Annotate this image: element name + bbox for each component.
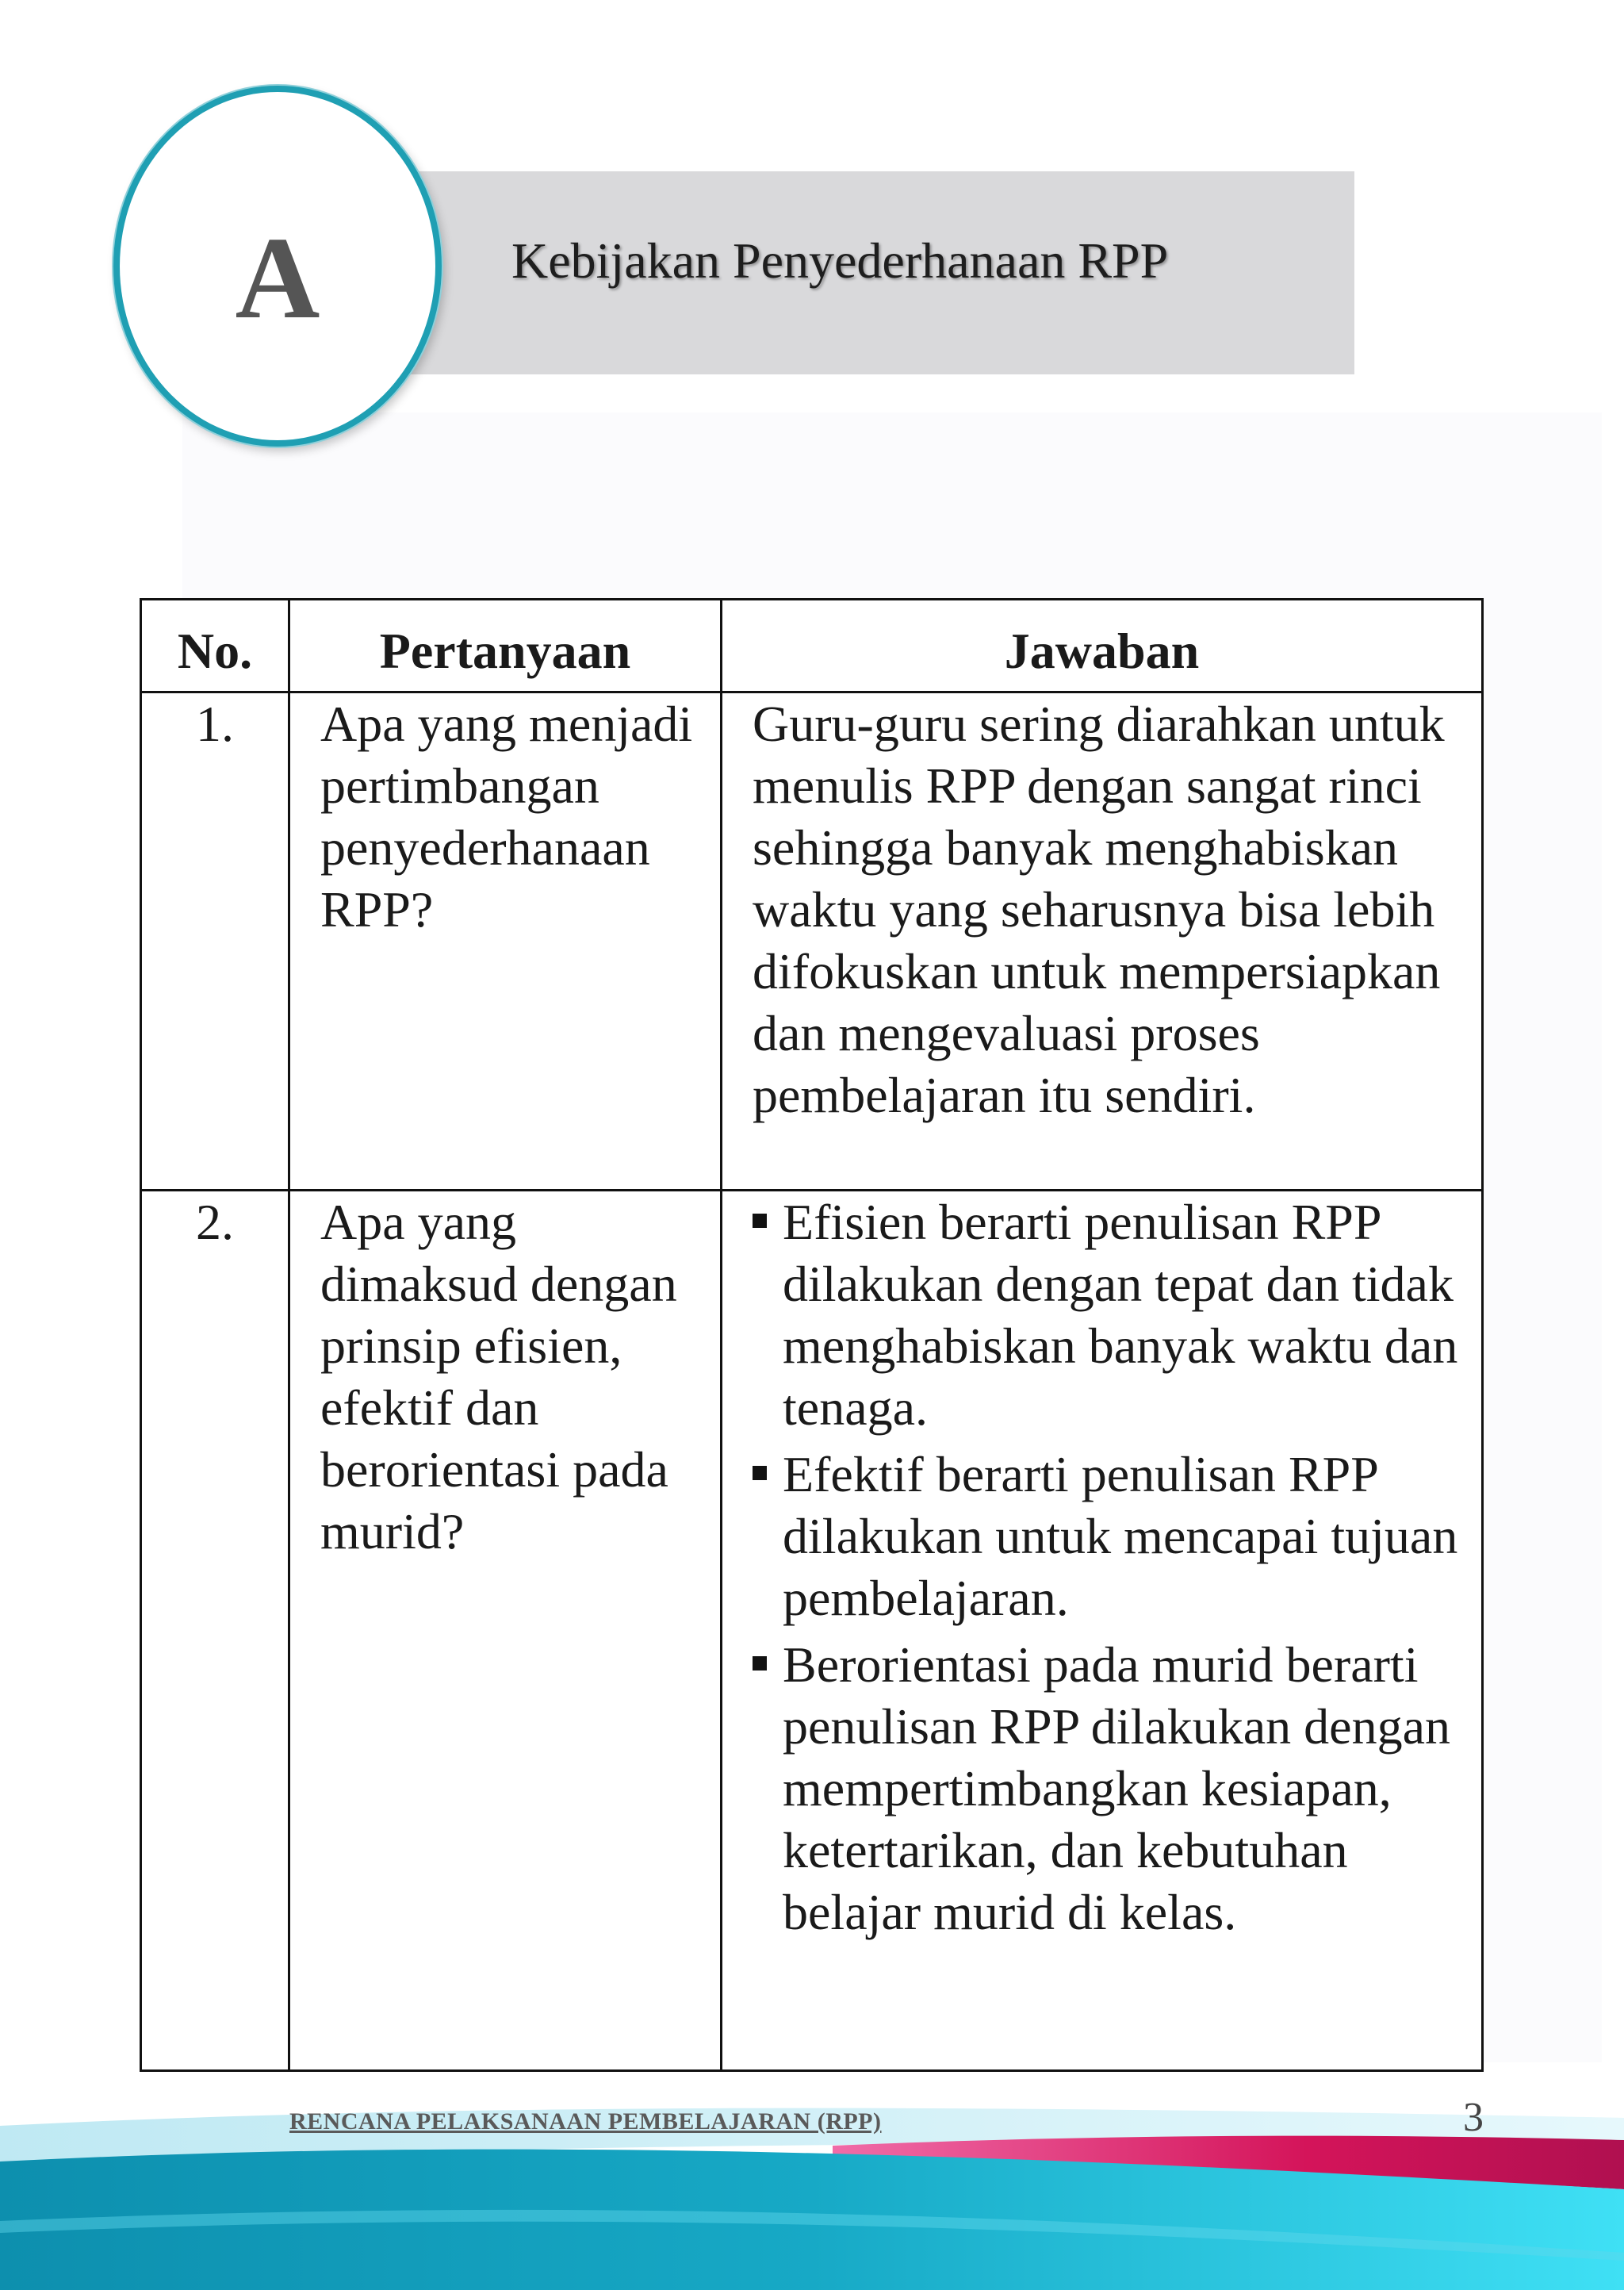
qa-table: [140, 598, 1484, 2072]
header-question: Pertanyaan: [289, 600, 722, 692]
table-row: [141, 692, 1483, 1191]
answer-bullet-text: Berorientasi pada murid berarti penulisan RPP dilakukan dengan mempertimbangkan kesiapan, ketertarikan, dan kebutuhan belajar murid di kelas.: [783, 1636, 1450, 1940]
answer-bullet-item: [753, 1634, 1462, 1943]
question-cell: Apa yang dimaksud dengan prinsip efisien, efektif dan berorientasi pada murid?: [289, 1191, 722, 2071]
answer-bullet-item: [753, 1191, 1462, 1439]
page-number: 3: [1463, 2095, 1484, 2140]
square-bullet-icon: [753, 1466, 767, 1480]
answer-bullet-text: Efektif berarti penulisan RPP dilakukan untuk mencapai tujuan pembelajaran.: [783, 1446, 1458, 1626]
question-cell: Apa yang menjadi pertimbangan penyederhanaan RPP?: [289, 692, 722, 1191]
footer-document-title: RENCANA PELAKSANAAN PEMBELAJARAN (RPP): [289, 2108, 882, 2135]
row-number: 2.: [141, 1191, 289, 2071]
header-answer: Jawaban: [722, 600, 1483, 692]
table-row: [141, 1191, 1483, 2071]
answer-bullet-text: Efisien berarti penulisan RPP dilakukan dengan tepat dan tidak menghabiskan banyak waktu dan tenaga.: [783, 1194, 1458, 1436]
header-no: No.: [141, 600, 289, 692]
answer-cell: [722, 1191, 1483, 2071]
answer-bullet-list: [753, 1191, 1462, 1943]
section-title: Kebijakan Penyederhanaan RPP: [511, 232, 1169, 289]
answer-bullet-item: [753, 1444, 1462, 1629]
table-header-row: [141, 600, 1483, 692]
answer-cell: Guru-guru sering diarahkan untuk menulis RPP dengan sangat rinci sehingga banyak menghabiskan waktu yang seharusnya bisa lebih difokuskan untuk mempersiapkan dan mengevaluasi proses pembelajaran itu sendiri.: [722, 692, 1483, 1191]
square-bullet-icon: [753, 1214, 767, 1228]
row-number: 1.: [141, 692, 289, 1191]
square-bullet-icon: [753, 1656, 767, 1671]
section-letter: A: [235, 213, 320, 343]
